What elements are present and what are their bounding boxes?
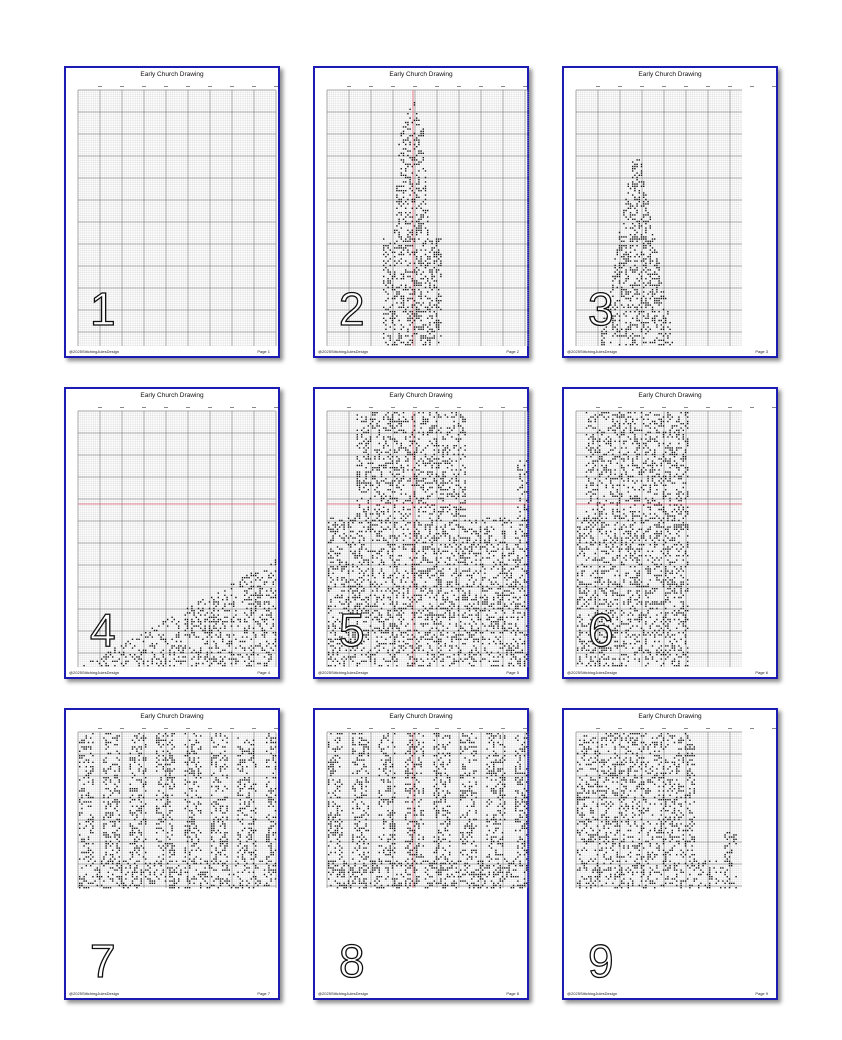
page-title: Early Church Drawing bbox=[389, 392, 453, 399]
copyright-text: @2025StitchingJulesDesign bbox=[567, 991, 618, 996]
page-number-label: 1 bbox=[90, 283, 116, 335]
page-footer-label: Page 9 bbox=[755, 991, 768, 996]
pattern-page-2[interactable] bbox=[313, 66, 529, 358]
page-title: Early Church Drawing bbox=[638, 392, 702, 399]
page-number-label: 9 bbox=[588, 935, 614, 987]
page-footer-label: Page 7 bbox=[257, 991, 270, 996]
copyright-text: @2025StitchingJulesDesign bbox=[567, 670, 618, 675]
copyright-text: @2025StitchingJulesDesign bbox=[318, 349, 369, 354]
page-title: Early Church Drawing bbox=[638, 713, 702, 720]
copyright-text: @2025StitchingJulesDesign bbox=[318, 670, 369, 675]
page-number-label: 6 bbox=[588, 604, 614, 656]
pattern-page-5[interactable] bbox=[313, 387, 529, 679]
page-footer-label: Page 1 bbox=[257, 349, 270, 354]
page-number-label: 8 bbox=[339, 935, 365, 987]
page-footer-label: Page 8 bbox=[506, 991, 519, 996]
copyright-text: @2025StitchingJulesDesign bbox=[69, 349, 120, 354]
pattern-page-6[interactable] bbox=[562, 387, 778, 679]
page-footer-label: Page 4 bbox=[257, 670, 270, 675]
pattern-page-4[interactable] bbox=[64, 387, 280, 679]
page-footer-label: Page 6 bbox=[755, 670, 768, 675]
pattern-page-9[interactable] bbox=[562, 708, 778, 1000]
copyright-text: @2025StitchingJulesDesign bbox=[69, 670, 120, 675]
pattern-page-8[interactable] bbox=[313, 708, 529, 1000]
page-title: Early Church Drawing bbox=[140, 71, 204, 78]
page-footer-label: Page 2 bbox=[506, 349, 519, 354]
page-number-label: 5 bbox=[339, 604, 365, 656]
page-title: Early Church Drawing bbox=[389, 71, 453, 78]
copyright-text: @2025StitchingJulesDesign bbox=[318, 991, 369, 996]
page-footer-label: Page 3 bbox=[755, 349, 768, 354]
page-title: Early Church Drawing bbox=[140, 713, 204, 720]
page-title: Early Church Drawing bbox=[140, 392, 204, 399]
page-footer-label: Page 5 bbox=[506, 670, 519, 675]
copyright-text: @2025StitchingJulesDesign bbox=[69, 991, 120, 996]
page-number-label: 2 bbox=[339, 283, 365, 335]
pattern-page-1[interactable] bbox=[64, 66, 280, 358]
page-title: Early Church Drawing bbox=[389, 713, 453, 720]
pattern-page-7[interactable] bbox=[64, 708, 280, 1000]
page-number-label: 7 bbox=[90, 935, 116, 987]
pattern-page-3[interactable] bbox=[562, 66, 778, 358]
copyright-text: @2025StitchingJulesDesign bbox=[567, 349, 618, 354]
page-title: Early Church Drawing bbox=[638, 71, 702, 78]
page-number-label: 3 bbox=[588, 283, 614, 335]
page-number-label: 4 bbox=[90, 604, 116, 656]
